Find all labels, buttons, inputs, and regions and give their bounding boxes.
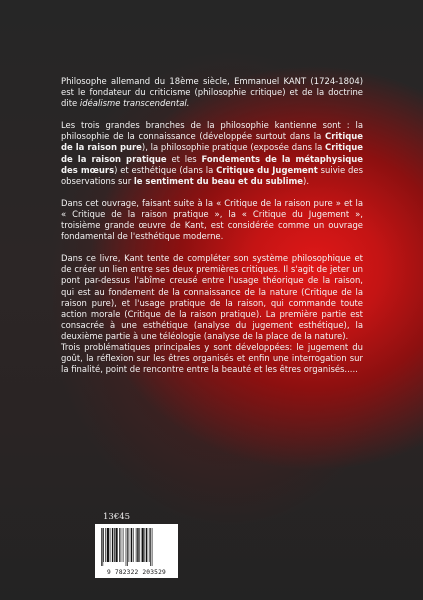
barcode-bar	[123, 528, 124, 562]
barcode-bar	[139, 528, 140, 562]
back-cover-text	[61, 76, 363, 375]
barcode-bar	[121, 528, 122, 562]
barcode-bar	[127, 528, 128, 566]
barcode-bar	[136, 528, 137, 562]
barcode-bar	[112, 528, 113, 562]
book-title-jugement: Critique du Jugement	[216, 164, 318, 175]
barcode	[95, 524, 178, 578]
barcode-bar	[144, 528, 145, 562]
barcode-bar	[101, 528, 102, 566]
branches-paragraph: Les trois grandes branches de la philosophie kantienne sont : la philosophie de la connaissance (développée surtout dans la Critique de la raison pure), la philosophie pratique (exposée dans la Critique de la raison pratique et les Fondements de la métaphysique des mœurs) et esthétique (dans la Critique du Jugement suivie des observations sur le sentiment du beau et du sublime).	[61, 120, 363, 186]
barcode-bar	[129, 528, 130, 562]
barcode-bar	[150, 528, 151, 566]
problematics-paragraph: Trois problématiques principales y sont développées: le jugement du goût, la réflexion sur les êtres organisés et enfin une interrogation sur la finalité, point de rencontre entre la beauté et les êtres organisés.....	[61, 341, 363, 375]
book-title-raison-pratique: Critique de la raison pratique	[61, 142, 363, 164]
barcode-bar	[149, 528, 150, 562]
barcode-bar	[107, 528, 109, 562]
barcode-bar	[102, 528, 103, 566]
barcode-bar	[146, 528, 147, 562]
barcode-bars	[101, 528, 172, 566]
intro-paragraph: Philosophe allemand du 18ème siècle, Emmanuel KANT (1724-1804) est le fondateur du criticisme (philosophie critique) et de la doctrine dite idéalisme transcendental.	[61, 76, 363, 109]
barcode-bar	[133, 528, 134, 562]
doctrine-name: idéalisme transcendental.	[79, 98, 190, 109]
price-label: 13€45	[103, 512, 131, 522]
book-description-paragraph: Dans ce livre, Kant tente de compléter son système philosophique et de créer un lien entre ses deux premières critiques. Il s'agit de jeter un pont par-dessus l'abîme creusé entre l'usage théorique de la raison, qui est au fondement de la connaissance de la nature (Critique de la raison pure), et l'usage pratique de la raison, qui commande toute action morale (Critique de la raison pratique). La première partie est consacrée à une esthétique (analyse du jugement esthétique), la deuxième partie à une téléologie (analyse de la place de la nature).	[61, 253, 363, 341]
barcode-bar	[137, 528, 138, 562]
barcode-bar	[103, 528, 104, 562]
book-title-beau-sublime: le sentiment du beau et du sublime	[133, 175, 304, 186]
barcode-bar	[115, 528, 117, 562]
book-title-fondements: Fondements de la métaphysique des mœurs	[61, 153, 363, 175]
isbn-number: 9 782322 203529	[107, 569, 166, 576]
book-title-raison-pure: Critique de la raison pure	[61, 131, 363, 153]
barcode-bar	[114, 528, 115, 562]
barcode-bar	[131, 528, 132, 562]
barcode-bar	[126, 528, 127, 566]
work-paragraph: Dans cet ouvrage, faisant suite à la « Critique de la raison pure » et la « Critique de la raison pratique », la « Critique du Jugement », troisième grande œuvre de Kant, est considérée comme un ouvrage fondamental de l'esthétique moderne.	[61, 197, 363, 242]
barcode-bar	[152, 528, 153, 566]
barcode-bar	[105, 528, 106, 562]
barcode-bar	[119, 528, 120, 562]
barcode-bar	[110, 528, 111, 562]
barcode-bar	[142, 528, 144, 562]
